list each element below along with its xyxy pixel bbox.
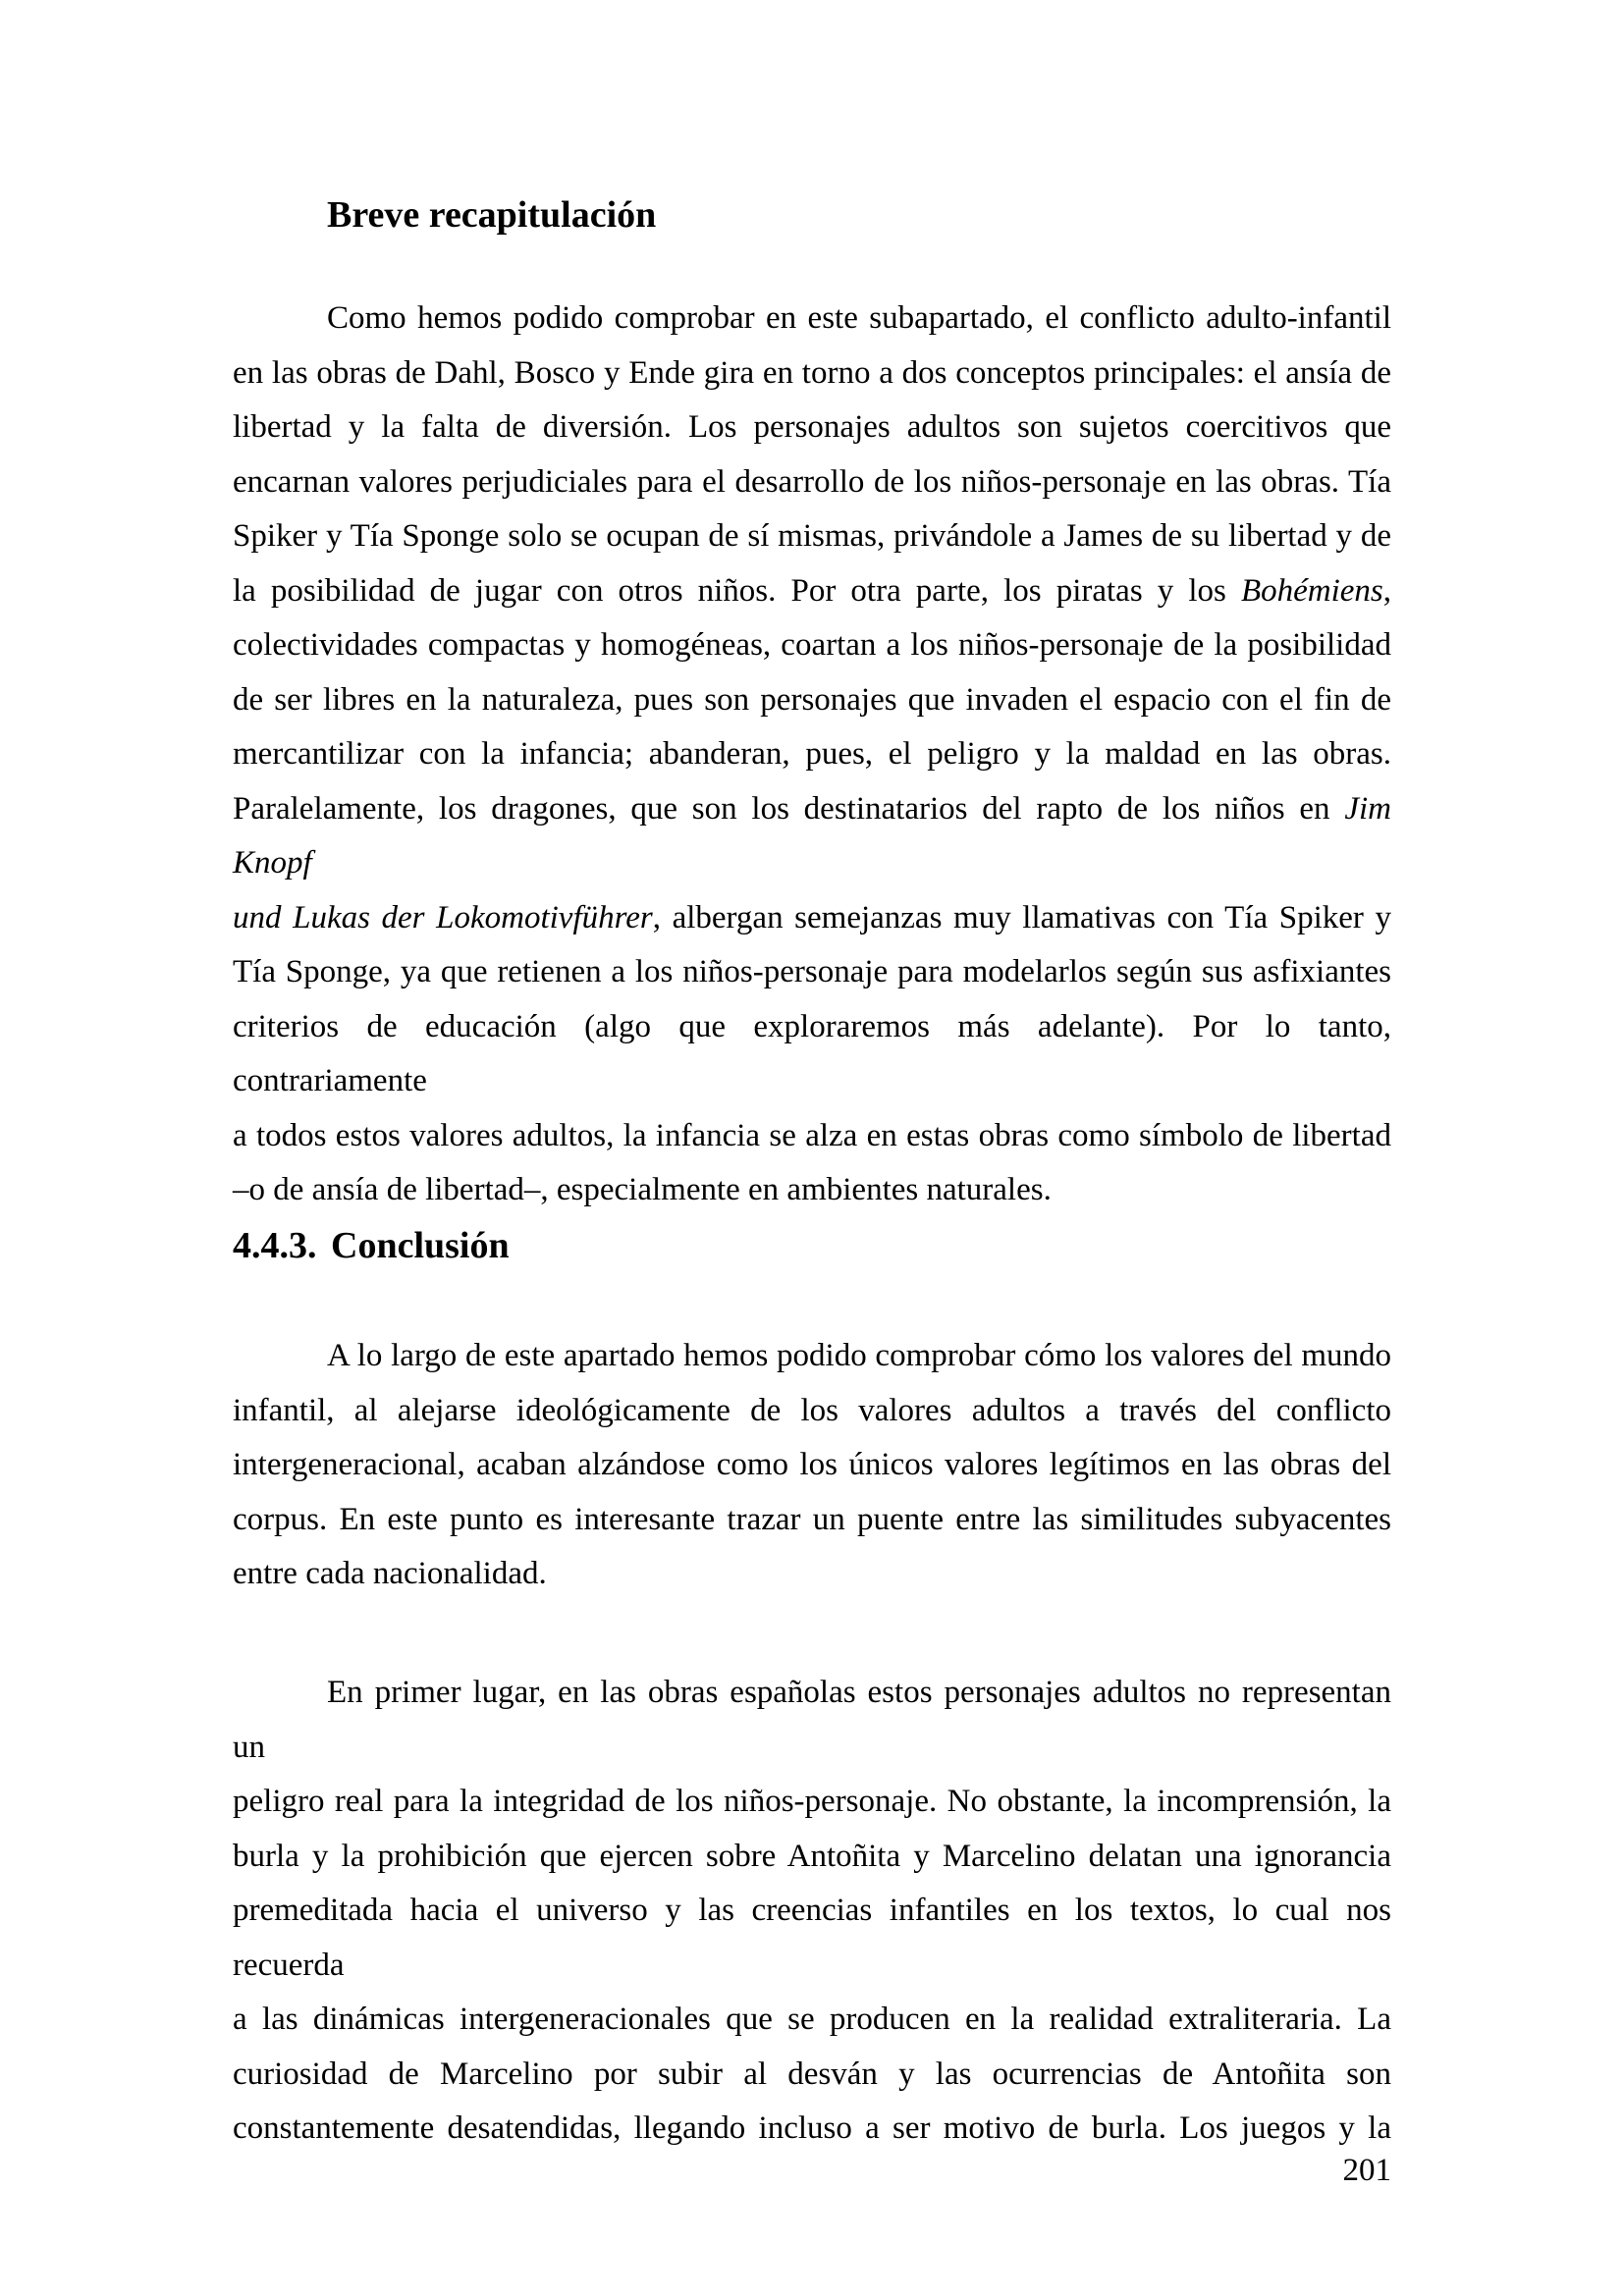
text-line: en las obras de Dahl, Bosco y Ende gira en torno a dos conceptos principales: el ansía de bbox=[233, 354, 1391, 391]
page-number: 201 bbox=[1342, 2153, 1391, 2188]
text-line: Como hemos podido comprobar en este subapartado, el conflicto adulto-infantil bbox=[327, 300, 1391, 336]
text-line: corpus. En este punto es interesante trazar un puente entre las similitudes subyacentes bbox=[233, 1501, 1391, 1537]
text-line: entre cada nacionalidad. bbox=[233, 1556, 547, 1591]
subsection-heading-recap: Breve recapitulación bbox=[327, 194, 657, 236]
section-heading-conclusion bbox=[233, 1222, 510, 1269]
text-line: Tía Sponge, ya que retienen a los niños-personaje para modelarlos según sus asfixiantes bbox=[233, 954, 1391, 989]
text-line: Spiker y Tía Sponge solo se ocupan de sí mismas, privándole a James de su libertad y de bbox=[233, 518, 1391, 554]
text-line: Paralelamente, los dragones, que son los destinatarios del rapto de los niños en Jim Knopf bbox=[233, 790, 1391, 881]
text-line: mercantilizar con la infancia; abanderan, pues, el peligro y la maldad en las obras. bbox=[233, 736, 1391, 772]
text-line: premeditada hacia el universo y las creencias infantiles en los textos, lo cual nos recuerda bbox=[233, 1893, 1391, 1983]
paragraph-conclusion-first-point bbox=[233, 1666, 1391, 2157]
text-line: encarnan valores perjudiciales para el desarrollo de los niños-personaje en las obras. Tía bbox=[233, 463, 1391, 500]
text-line: –o de ansía de libertad–, especialmente en ambientes naturales. bbox=[233, 1172, 1052, 1207]
paragraph-recap bbox=[233, 292, 1391, 1218]
text-line: de ser libres en la naturaleza, pues son personajes que invaden el espacio con el fin de bbox=[233, 681, 1391, 718]
text-line: constantemente desatendidas, llegando incluso a ser motivo de burla. Los juegos y la bbox=[233, 2110, 1391, 2146]
section-number: 4.4.3. bbox=[233, 1225, 317, 1266]
text-line: peligro real para la integridad de los niños-personaje. No obstante, la incomprensión, la bbox=[233, 1784, 1391, 1819]
text-line: intergeneracional, acaban alzándose como los únicos valores legítimos en las obras del bbox=[233, 1447, 1391, 1482]
text-line: A lo largo de este apartado hemos podido comprobar cómo los valores del mundo bbox=[327, 1338, 1391, 1373]
text-line: a todos estos valores adultos, la infancia se alza en estas obras como símbolo de libertad bbox=[233, 1117, 1391, 1153]
text-line: a las dinámicas intergeneracionales que se producen en la realidad extraliteraria. La bbox=[233, 2002, 1391, 2037]
text-line: criterios de educación (algo que exploraremos más adelante). Por lo tanto, contrariamente bbox=[233, 1008, 1391, 1098]
paragraph-conclusion-intro bbox=[233, 1329, 1391, 1602]
text-line: En primer lugar, en las obras españolas estos personajes adultos no representan un bbox=[233, 1675, 1391, 1765]
text-line: und Lukas der Lokomotivführer, albergan semejanzas muy llamativas con Tía Spiker y bbox=[233, 899, 1391, 935]
text-line: libertad y la falta de diversión. Los personajes adultos son sujetos coercitivos que bbox=[233, 409, 1391, 445]
text-line: la posibilidad de jugar con otros niños. Por otra parte, los piratas y los Bohémiens, bbox=[233, 572, 1391, 609]
text-line: burla y la prohibición que ejercen sobre Antoñita y Marcelino delatan una ignorancia bbox=[233, 1838, 1391, 1874]
section-title: Conclusión bbox=[331, 1225, 510, 1266]
text-line: curiosidad de Marcelino por subir al desván y las ocurrencias de Antoñita son bbox=[233, 2056, 1391, 2092]
text-line: colectividades compactas y homogéneas, coartan a los niños-personaje de la posibilidad bbox=[233, 627, 1391, 663]
text-line: infantil, al alejarse ideológicamente de los valores adultos a través del conflicto bbox=[233, 1392, 1391, 1428]
